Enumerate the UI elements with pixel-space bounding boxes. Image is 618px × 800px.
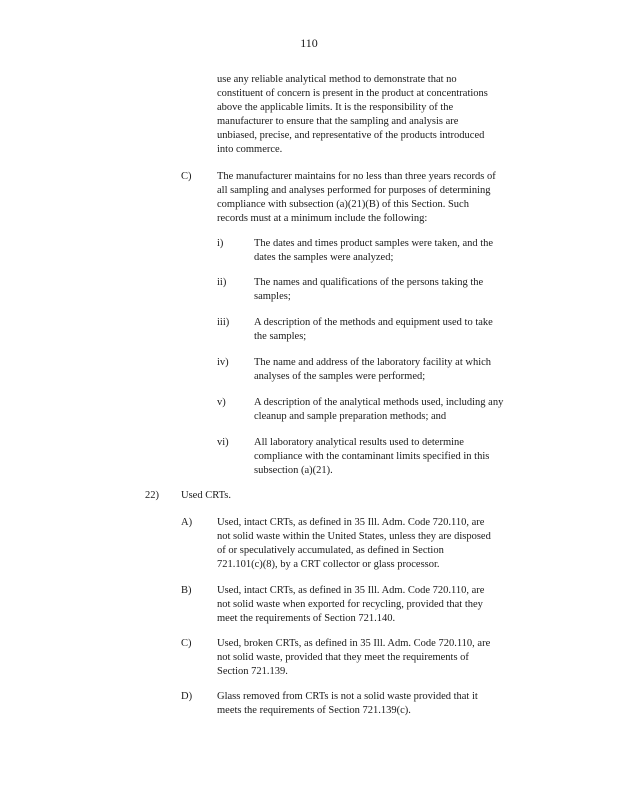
item-iii-marker: iii) [217, 317, 230, 328]
item-b-text: Used, intact CRTs, as defined in 35 Ill. Adm. Code 720.110, are not solid waste when exported for recycling, provided that they meet the requirements of Section 721.140. [217, 585, 485, 624]
item-v-text: A description of the analytical methods used, including any cleanup and sample preparation methods; and [254, 397, 504, 422]
item-ii-text: The names and qualifications of the persons taking the samples; [254, 277, 484, 302]
item-a-marker: A) [181, 517, 193, 528]
item-a-text: Used, intact CRTs, as defined in 35 Ill. Adm. Code 720.110, are not solid waste within the United States, unless they are disposed of or speculatively accumulated, as defined in Section 721.101(c)(8), by a CRT collector or glass processor. [217, 517, 491, 570]
item-d-text: Glass removed from CRTs is not a solid waste provided that it meets the requirements of Section 721.139(c). [217, 691, 478, 716]
item-i-marker: i) [217, 238, 224, 249]
section-22-heading: Used CRTs. [181, 490, 231, 501]
item-iv-text: The name and address of the laboratory facility at which analyses of the samples were performed; [254, 357, 492, 382]
item-vi-text: All laboratory analytical results used to determine compliance with the contaminant limits specified in this subsection (a)(21). [254, 437, 490, 476]
item-d-marker: D) [181, 691, 193, 702]
item-i-text: The dates and times product samples were taken, and the dates the samples were analyzed; [254, 238, 494, 263]
section-c-marker: C) [181, 171, 192, 182]
item-iii-text: A description of the methods and equipment used to take the samples; [254, 317, 493, 342]
page-number: 110 [300, 36, 318, 50]
item-iv-marker: iv) [217, 357, 229, 368]
item-vi-marker: vi) [217, 437, 229, 448]
item-b-marker: B) [181, 585, 192, 596]
section-22-marker: 22) [145, 490, 159, 501]
item-ii-marker: ii) [217, 277, 227, 288]
continuation-paragraph: use any reliable analytical method to demonstrate that no constituent of concern is present in the product at concentrations above the applicable limits. It is the responsibility of the manufacturer to ensure that the sampling and analysis are unbiased, precise, and representative of the products introduced into commerce. [217, 74, 488, 155]
item-c-marker: C) [181, 638, 192, 649]
section-c-intro: The manufacturer maintains for no less than three years records of all sampling and analyses performed for purposes of determining compliance with subsection (a)(21)(B) of this Section. Such records must at a minimum include the following: [217, 171, 496, 224]
item-c-text: Used, broken CRTs, as defined in 35 Ill. Adm. Code 720.110, are not solid waste, provided that they meet the requirements of Section 721.139. [217, 638, 491, 677]
item-v-marker: v) [217, 397, 226, 408]
